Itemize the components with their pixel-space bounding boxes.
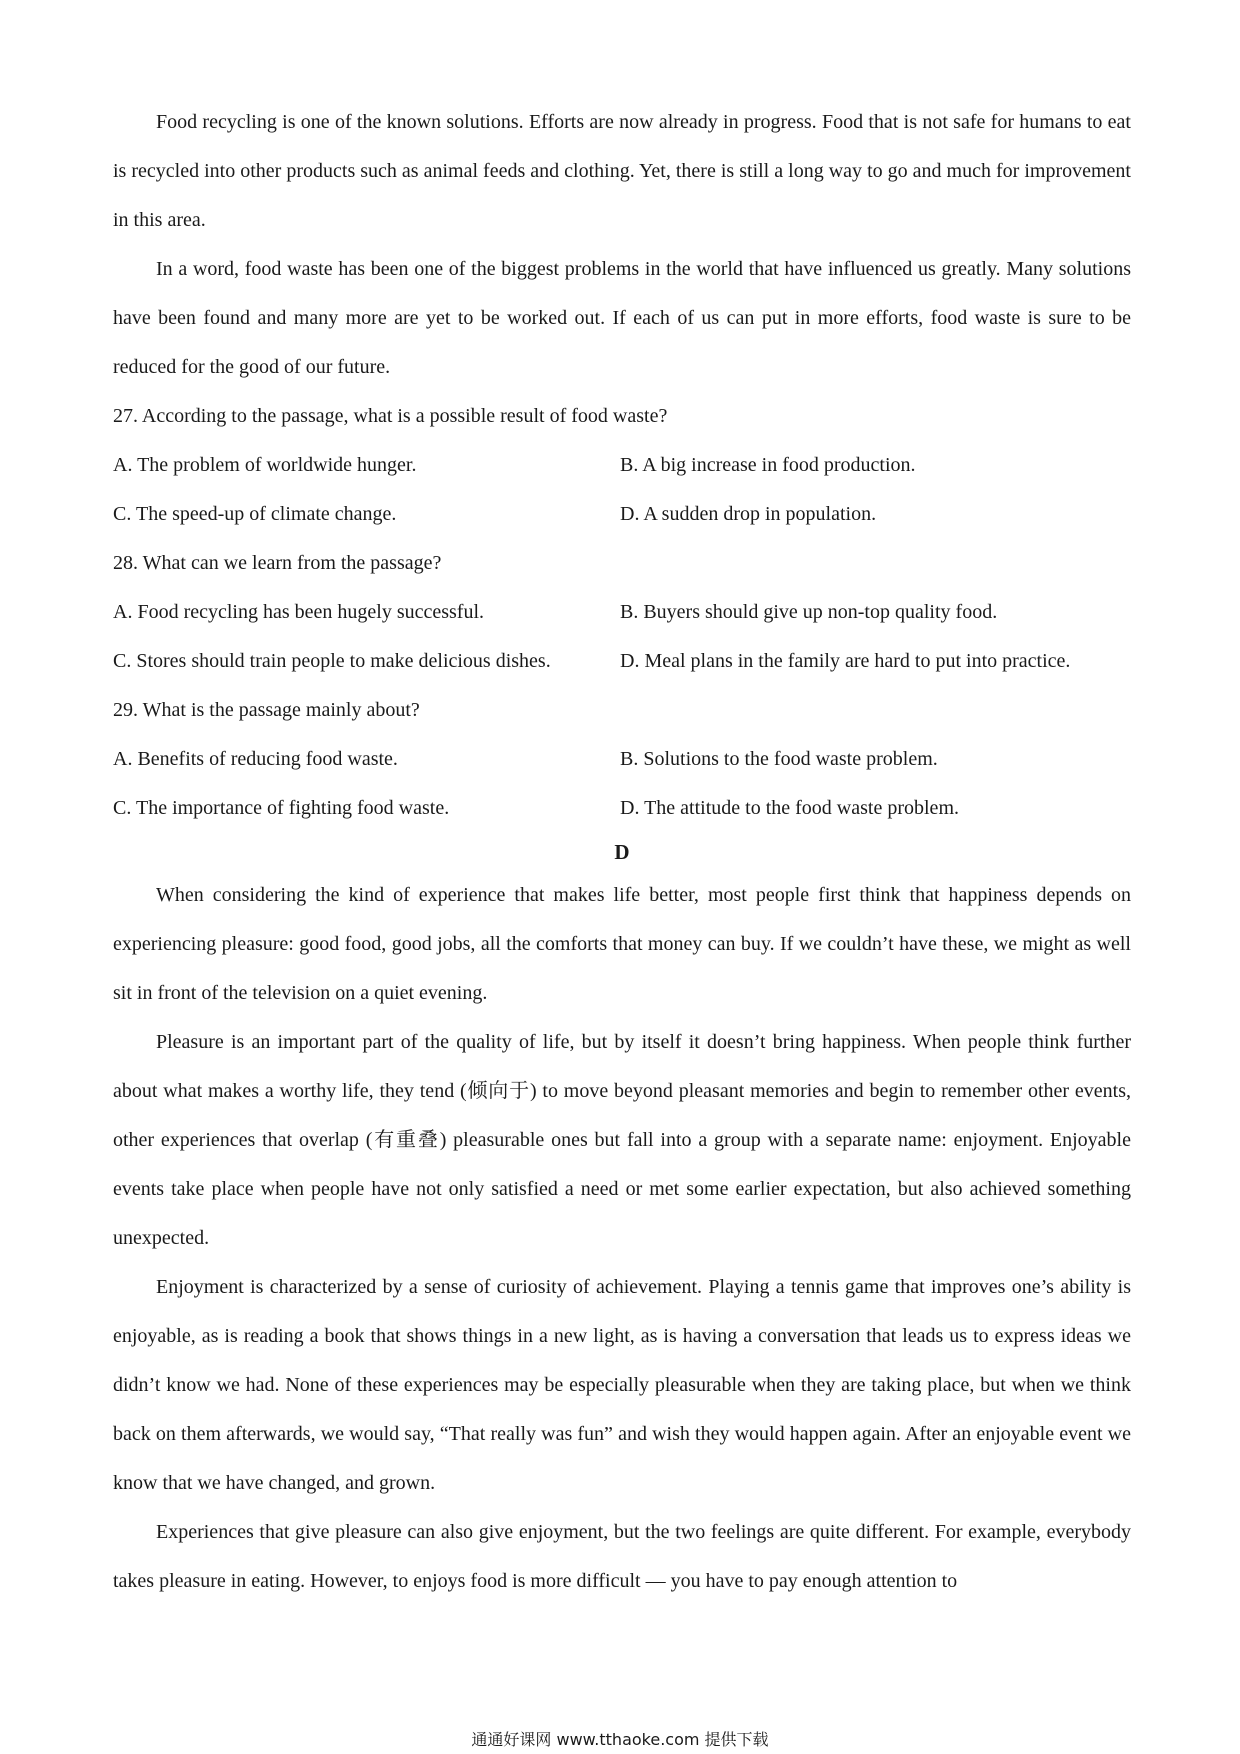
question-stem: 27. According to the passage, what is a possible result of food waste? xyxy=(113,405,668,427)
passage-paragraph: In a word, food waste has been one of the biggest problems in the world that have influenced us greatly. Many solutions have been found and many more are yet to be worked out. If each of us can put in more efforts, food waste is sure to be reduced for the good of our future. xyxy=(113,258,1131,378)
passage-paragraph: Experiences that give pleasure can also give enjoyment, but the two feelings are quite different. For example, everybody takes pleasure in eating. However, to enjoys food is more difficult — you have to pay enough attention to xyxy=(113,1521,1131,1592)
option-row xyxy=(113,637,1131,686)
option-c: C. The importance of fighting food waste. xyxy=(113,797,450,819)
question-28 xyxy=(113,539,1131,686)
option-row xyxy=(113,588,1131,637)
option-d: D. Meal plans in the family are hard to put into practice. xyxy=(620,650,1071,672)
passage-paragraph: When considering the kind of experience that makes life better, most people first think that happiness depends on experiencing pleasure: good food, good jobs, all the comforts that money can buy. If we couldn’t have these, we might as well sit in front of the television on a quiet evening. xyxy=(113,884,1131,1004)
question-27 xyxy=(113,392,1131,539)
option-a: A. The problem of worldwide hunger. xyxy=(113,454,417,476)
option-b: B. A big increase in food production. xyxy=(620,454,916,476)
option-c: C. Stores should train people to make delicious dishes. xyxy=(113,650,551,672)
question-29 xyxy=(113,686,1131,833)
option-a: A. Food recycling has been hugely successful. xyxy=(113,601,485,623)
question-stem: 28. What can we learn from the passage? xyxy=(113,552,442,574)
option-b: B. Buyers should give up non-top quality food. xyxy=(620,601,998,623)
option-row xyxy=(113,784,1131,833)
section-heading: D xyxy=(614,840,630,864)
option-row xyxy=(113,490,1131,539)
option-b: B. Solutions to the food waste problem. xyxy=(620,748,938,770)
passage-paragraph: Pleasure is an important part of the quality of life, but by itself it doesn’t bring happiness. When people think further about what makes a worthy life, they tend (倾向于) to move beyond pleasant memories and begin to remember other events, other experiences that overlap (有重叠) pleasurable ones but fall into a group with a separate name: enjoyment. Enjoyable events take place when people have not only satisfied a need or met some earlier expectation, but also achieved something unexpected. xyxy=(113,1031,1131,1249)
option-row xyxy=(113,441,1131,490)
passage-paragraph: Food recycling is one of the known solutions. Efforts are now already in progress. Food that is not safe for humans to eat is recycled into other products such as animal feeds and clothing. Yet, there is still a long way to go and much for improvement in this area. xyxy=(113,111,1131,231)
page-footer: 通通好课网 www.tthaoke.com 提供下载 xyxy=(471,1730,769,1749)
option-d: D. The attitude to the food waste problem. xyxy=(620,797,959,819)
document-page xyxy=(113,98,1131,1606)
option-row xyxy=(113,735,1131,784)
passage-paragraph: Enjoyment is characterized by a sense of curiosity of achievement. Playing a tennis game that improves one’s ability is enjoyable, as is reading a book that shows things in a new light, as is having a conversation that leads us to express ideas we didn’t know we had. None of these experiences may be especially pleasurable when they are taking place, but when we think back on them afterwards, we would say, “That really was fun” and wish they would happen again. After an enjoyable event we know that we have changed, and grown. xyxy=(113,1276,1131,1494)
option-c: C. The speed-up of climate change. xyxy=(113,503,397,525)
question-stem: 29. What is the passage mainly about? xyxy=(113,699,420,721)
option-a: A. Benefits of reducing food waste. xyxy=(113,748,398,770)
option-d: D. A sudden drop in population. xyxy=(620,503,877,525)
